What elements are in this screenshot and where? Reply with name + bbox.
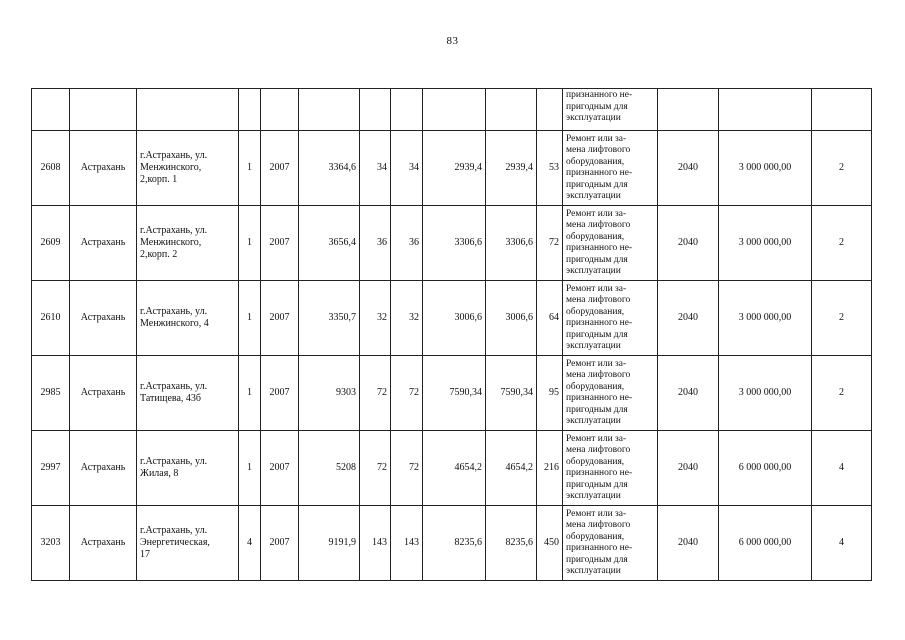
work-line: эксплуатации (566, 341, 621, 351)
address-line: г.Астрахань, ул. (140, 225, 208, 236)
work-line: признанного не- (566, 243, 633, 253)
work-line: пригодным для (566, 254, 628, 265)
cell-area-b: 3006,6 (486, 281, 537, 356)
cell-work-type (563, 356, 658, 431)
page-number: 83 (446, 35, 459, 47)
work-line: Ремонт или за- (566, 508, 627, 519)
cell-c4: 4 (239, 506, 261, 581)
cell-area-total: 9303 (299, 356, 360, 431)
cell-count: 2 (812, 356, 872, 431)
cell-c7: 32 (360, 281, 391, 356)
work-line: эксплуатации (566, 566, 621, 576)
cell-year: 2007 (261, 506, 299, 581)
cell-area-b: 2939,4 (486, 131, 537, 206)
cell-city (70, 89, 137, 131)
address-line: г.Астрахань, ул. (140, 381, 208, 392)
table-row (32, 131, 872, 206)
work-line: мена лифтового (566, 445, 631, 455)
cell-work-type (563, 431, 658, 506)
cell-cost: 3 000 000,00 (719, 131, 812, 206)
work-line: пригодным для (566, 101, 628, 112)
cell-year: 2007 (261, 131, 299, 206)
cell-city: Астрахань (70, 206, 137, 281)
address-line: Менжинского, (140, 237, 202, 248)
work-line: пригодным для (566, 179, 628, 190)
cell-c4: 1 (239, 281, 261, 356)
table-row (32, 356, 872, 431)
cell-id: 3203 (32, 506, 70, 581)
cell-area-a: 4654,2 (423, 431, 486, 506)
work-line: эксплуатации (566, 266, 621, 276)
address-line: Менжинского, 4 (140, 318, 209, 329)
cell-area-b: 7590,34 (486, 356, 537, 431)
cell-c4: 1 (239, 131, 261, 206)
work-line: признанного не- (566, 543, 633, 553)
address-line: г.Астрахань, ул. (140, 150, 208, 161)
work-line: оборудования, (566, 381, 625, 392)
work-line: оборудования, (566, 531, 625, 542)
cell-count: 2 (812, 206, 872, 281)
work-line: признанного не- (566, 468, 633, 478)
cell-residents: 72 (537, 206, 563, 281)
cell-c8: 72 (391, 356, 423, 431)
cell-c8: 36 (391, 206, 423, 281)
cell-count: 2 (812, 131, 872, 206)
cell-area-a (423, 89, 486, 131)
cell-city: Астрахань (70, 131, 137, 206)
cell-cost: 6 000 000,00 (719, 506, 812, 581)
cell-work-type (563, 89, 658, 131)
work-line: эксплуатации (566, 491, 621, 501)
cell-plan-year: 2040 (658, 431, 719, 506)
work-line: Ремонт или за- (566, 133, 627, 144)
cell-c8 (391, 89, 423, 131)
cell-id: 2985 (32, 356, 70, 431)
work-line: пригодным для (566, 554, 628, 565)
cell-year: 2007 (261, 281, 299, 356)
cell-year: 2007 (261, 206, 299, 281)
cell-area-a: 3006,6 (423, 281, 486, 356)
cell-cost: 6 000 000,00 (719, 431, 812, 506)
work-line: Ремонт или за- (566, 208, 627, 219)
work-line: эксплуатации (566, 416, 621, 426)
table-row (32, 206, 872, 281)
cell-work-type (563, 506, 658, 581)
cell-c8: 32 (391, 281, 423, 356)
register-table (31, 88, 872, 581)
cell-year (261, 89, 299, 131)
cell-plan-year: 2040 (658, 281, 719, 356)
address-line: 2,корп. 2 (140, 249, 178, 260)
cell-cost: 3 000 000,00 (719, 281, 812, 356)
work-line: признанного не- (566, 168, 633, 178)
cell-c8: 34 (391, 131, 423, 206)
address-line: г.Астрахань, ул. (140, 456, 208, 467)
cell-id: 2610 (32, 281, 70, 356)
address-line: Менжинского, (140, 162, 202, 173)
address-line: 2,корп. 1 (140, 174, 178, 185)
work-line: признанного не- (566, 318, 633, 328)
cell-area-b: 8235,6 (486, 506, 537, 581)
cell-area-total: 3656,4 (299, 206, 360, 281)
cell-c7: 36 (360, 206, 391, 281)
cell-cost: 3 000 000,00 (719, 206, 812, 281)
cell-area-a: 2939,4 (423, 131, 486, 206)
work-line: признанного не- (566, 393, 633, 403)
cell-plan-year: 2040 (658, 131, 719, 206)
cell-area-a: 7590,34 (423, 356, 486, 431)
work-line: Ремонт или за- (566, 283, 627, 294)
table-row (32, 431, 872, 506)
cell-address (137, 281, 239, 356)
cell-area-total: 5208 (299, 431, 360, 506)
work-line: мена лифтового (566, 370, 631, 380)
cell-area-total: 9191,9 (299, 506, 360, 581)
cell-cost (719, 89, 812, 131)
cell-area-total (299, 89, 360, 131)
address-line: г.Астрахань, ул. (140, 306, 208, 317)
cell-residents: 450 (537, 506, 563, 581)
cell-c4: 1 (239, 206, 261, 281)
work-line: мена лифтового (566, 520, 631, 530)
cell-year: 2007 (261, 356, 299, 431)
cell-count: 2 (812, 281, 872, 356)
cell-area-a: 8235,6 (423, 506, 486, 581)
cell-c4 (239, 89, 261, 131)
address-line: Татищева, 43б (140, 393, 202, 404)
cell-address (137, 131, 239, 206)
cell-c4: 1 (239, 356, 261, 431)
cell-c7: 143 (360, 506, 391, 581)
table-row (32, 281, 872, 356)
cell-city: Астрахань (70, 356, 137, 431)
cell-c4: 1 (239, 431, 261, 506)
work-line: эксплуатации (566, 191, 621, 201)
cell-id: 2608 (32, 131, 70, 206)
cell-work-type (563, 131, 658, 206)
cell-residents (537, 89, 563, 131)
work-line: оборудования, (566, 306, 625, 317)
work-line: Ремонт или за- (566, 433, 627, 444)
cell-count: 4 (812, 431, 872, 506)
cell-address (137, 89, 239, 131)
cell-residents: 64 (537, 281, 563, 356)
table-body (32, 89, 872, 581)
cell-area-a: 3306,6 (423, 206, 486, 281)
cell-city: Астрахань (70, 506, 137, 581)
cell-c7: 34 (360, 131, 391, 206)
cell-c8: 143 (391, 506, 423, 581)
cell-plan-year: 2040 (658, 206, 719, 281)
cell-city: Астрахань (70, 431, 137, 506)
cell-area-b: 3306,6 (486, 206, 537, 281)
address-line: г.Астрахань, ул. (140, 525, 208, 536)
work-line: оборудования, (566, 231, 625, 242)
cell-address (137, 356, 239, 431)
cell-count (812, 89, 872, 131)
cell-id: 2997 (32, 431, 70, 506)
address-line: 17 (140, 549, 150, 560)
work-line: пригодным для (566, 404, 628, 415)
cell-area-b (486, 89, 537, 131)
cell-area-total: 3350,7 (299, 281, 360, 356)
cell-c7: 72 (360, 431, 391, 506)
cell-address (137, 431, 239, 506)
cell-plan-year (658, 89, 719, 131)
cell-plan-year: 2040 (658, 506, 719, 581)
cell-residents: 95 (537, 356, 563, 431)
work-line: мена лифтового (566, 295, 631, 305)
table-row (32, 506, 872, 581)
work-line: эксплуатации (566, 113, 621, 123)
cell-work-type (563, 206, 658, 281)
cell-id: 2609 (32, 206, 70, 281)
cell-work-type (563, 281, 658, 356)
cell-area-b: 4654,2 (486, 431, 537, 506)
work-line: мена лифтового (566, 145, 631, 155)
cell-address (137, 506, 239, 581)
carry-over-row (32, 89, 872, 131)
work-line: пригодным для (566, 479, 628, 490)
cell-plan-year: 2040 (658, 356, 719, 431)
cell-residents: 216 (537, 431, 563, 506)
cell-year: 2007 (261, 431, 299, 506)
cell-count: 4 (812, 506, 872, 581)
work-line: оборудования, (566, 456, 625, 467)
cell-id (32, 89, 70, 131)
cell-c7 (360, 89, 391, 131)
cell-residents: 53 (537, 131, 563, 206)
cell-address (137, 206, 239, 281)
work-line: мена лифтового (566, 220, 631, 230)
cell-area-total: 3364,6 (299, 131, 360, 206)
cell-cost: 3 000 000,00 (719, 356, 812, 431)
address-line: Жилая, 8 (140, 468, 179, 479)
work-line: пригодным для (566, 329, 628, 340)
cell-c7: 72 (360, 356, 391, 431)
work-line: признанного не- (566, 90, 633, 100)
cell-city: Астрахань (70, 281, 137, 356)
cell-c8: 72 (391, 431, 423, 506)
work-line: оборудования, (566, 156, 625, 167)
address-line: Энергетическая, (140, 537, 210, 548)
work-line: Ремонт или за- (566, 358, 627, 369)
